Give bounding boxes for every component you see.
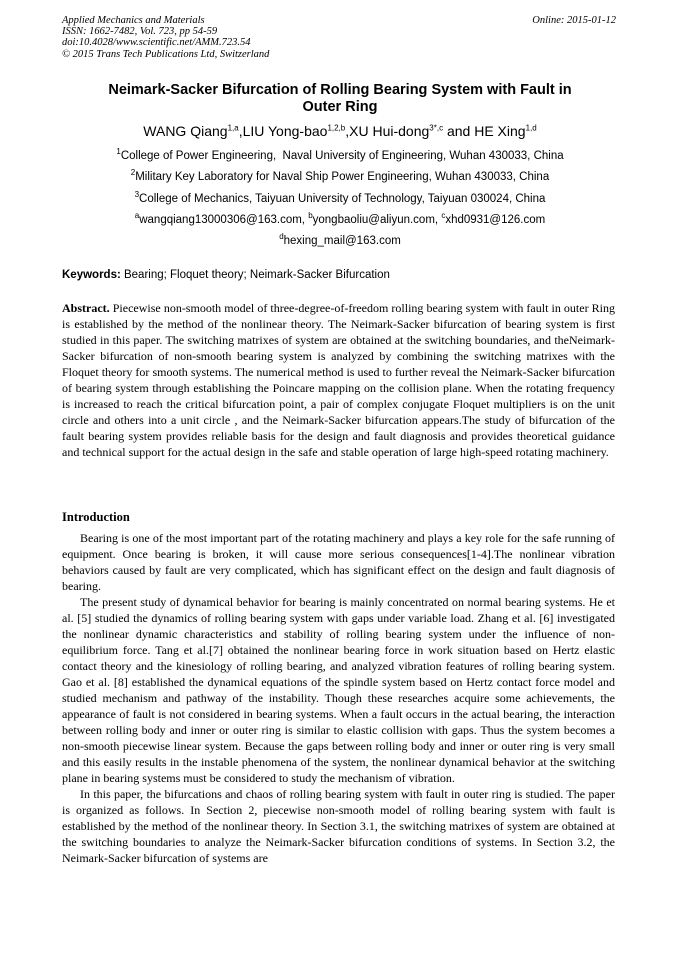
online-date: Online: 2015-01-12 [532,15,616,26]
abstract-label: Abstract. [62,301,110,315]
affiliation-sup: 2 [130,168,136,178]
introduction-body [62,530,615,866]
email-sup: d [279,232,284,242]
keywords-label: Keywords: [62,269,121,281]
keywords-text: Bearing; Floquet theory; Neimark-Sacker Bifurcation [120,269,390,281]
author-sep: , [238,123,243,139]
affiliation-3 [62,192,618,206]
paragraph: In this paper, the bifurcations and chaos of rolling bearing system with fault in outer ring is studied. The paper is organized as follows. In Section 2, piecewise non-smooth model of rolling bearing system with fault is established by the method of the nonlinear theory. In Section 3.1, the switching matrixes of system are obtained at the switching boundaries to analyze the Neimark-Sacker bifurcation conditions of systems. In Section 3.2, the Neimark-Sacker bifurcation of systems are [62,787,615,865]
issn-line: ISSN: 1662-7482, Vol. 723, pp 54-59 [62,26,218,38]
copyright-line: © 2015 Trans Tech Publications Ltd, Switzerland [62,48,270,60]
affiliation-sup: 3 [134,190,140,200]
doi-line: doi:10.4028/www.scientific.net/AMM.723.54 [62,37,251,49]
email-d: hexing_mail@163.com [283,235,401,247]
author-name: WANG Qiang [143,123,228,139]
email-c: xhd0931@126.com [445,214,546,226]
paragraph: The present study of dynamical behavior for bearing is mainly concentrated on normal bearing systems. He et al. [5] studied the dynamics of rolling bearing system with gaps under variable load. Zhang et al. [6] investigated the nonlinear dynamic characteristics and stability of rolling bearing system under the influence of non-equilibrium force. Tang et al.[7] obtained the nonlinear bearing force in work situation based on Hertz elastic contact theory and the kinesiology of rolling bearing, and analyzed vibration features of rolling bearing system. Gao et al. [8] established the dynamical equations of the spindle system based on Hertz contact force model and studied mechanism and pathway of the instability. Though these researches acquire some achievements, the appearance of fault is not considered in bearing systems. When a fault occurs in the actual bearing, the interaction between rolling body and inner or outer ring is similar to elastic collision with gaps. Thus the system becomes a non-smooth piecewise linear system. Because the gaps between rolling body and inner or outer ring is very small and this easily results in the instable phenomena of the system, the nonlinear dynamical behavior at the switching plane in bearing systems must be considered to study the mechanism of vibration. [62,595,615,785]
affiliation-sup: 1 [116,147,121,157]
paper-title [62,82,618,116]
title-line-1: Neimark-Sacker Bifurcation of Rolling Bearing System with Fault in [108,82,572,98]
section-heading-introduction: Introduction [62,510,130,524]
title-line-2: Outer Ring [302,99,378,115]
abstract-text: Piecewise non-smooth model of three-degree-of-freedom rolling bearing system with fault in outer Ring is established by the method of the nonlinear theory. The Neimark-Sacker bifurcation of bearing system is first studied in this paper. The switching matrixes of system are obtained at the switching boundaries, and theNeimark-Sacker bifurcation of non-smooth bearing system is analyzed by combining the switching matrixes with the Floquet theory for smooth systems. The numerical method is used to further reveal the Neimark-Sacker bifurcation of bearing system through establishing the Poincare mapping on the collision plane. When the rotating frequency is increased to reach the critical bifurcation point, a pair of complex conjugate Floquet multipliers is on the unit circle and others into a unit circle , and the Neimark-Sacker bifurcation appears.The study of bifurcation of the fault bearing system provides reliable basis for the design and fault diagnosis and provides theoretical guidance and technical support for the actual design in the safe and stable operation of large high-speed rotating machinery. [62,301,615,459]
paragraph: Bearing is one of the most important part of the rotating machinery and plays a key role for the safe running of equipment. Once bearing is broken, it will cause more serious consequences[1-4].The nonlinear vibration behaviors caused by fault are very complicated, which has significant effect on the design and fault diagnosis of bearing. [62,531,615,593]
author-name: HE Xing [474,123,526,139]
affiliation-2 [62,170,618,184]
abstract [62,300,615,460]
author-name: XU Hui-dong [349,123,430,139]
author-sup: 1,a [227,123,239,133]
email-a: wangqiang13000306@163.com, [139,214,309,226]
journal-name: Applied Mechanics and Materials [62,15,205,26]
keywords [62,268,618,282]
email-sup: a [134,211,140,221]
email-sup: c [441,211,446,221]
affiliation-text: College of Power Engineering, Naval University of Engineering, Wuhan 430033, China [120,150,564,162]
author-sup: 1,2,b [327,123,346,133]
author-name: LIU Yong-bao [242,123,328,139]
email-b: yongbaoliu@aliyun.com, [312,214,442,226]
author-list [62,123,618,140]
affiliation-1 [62,149,618,163]
author-sup: 1,d [525,123,537,133]
author-sep: , [345,123,350,139]
email-line-2 [62,234,618,248]
author-sup: 3*,c [429,123,444,133]
email-line-1 [62,213,618,227]
affiliation-text: College of Mechanics, Taiyuan University of Technology, Taiyuan 030024, China [139,193,546,205]
journal-header [62,15,618,60]
affiliation-text: Military Key Laboratory for Naval Ship Power Engineering, Wuhan 430033, China [135,171,550,183]
author-sep: and [443,123,475,139]
email-sup: b [308,211,313,221]
